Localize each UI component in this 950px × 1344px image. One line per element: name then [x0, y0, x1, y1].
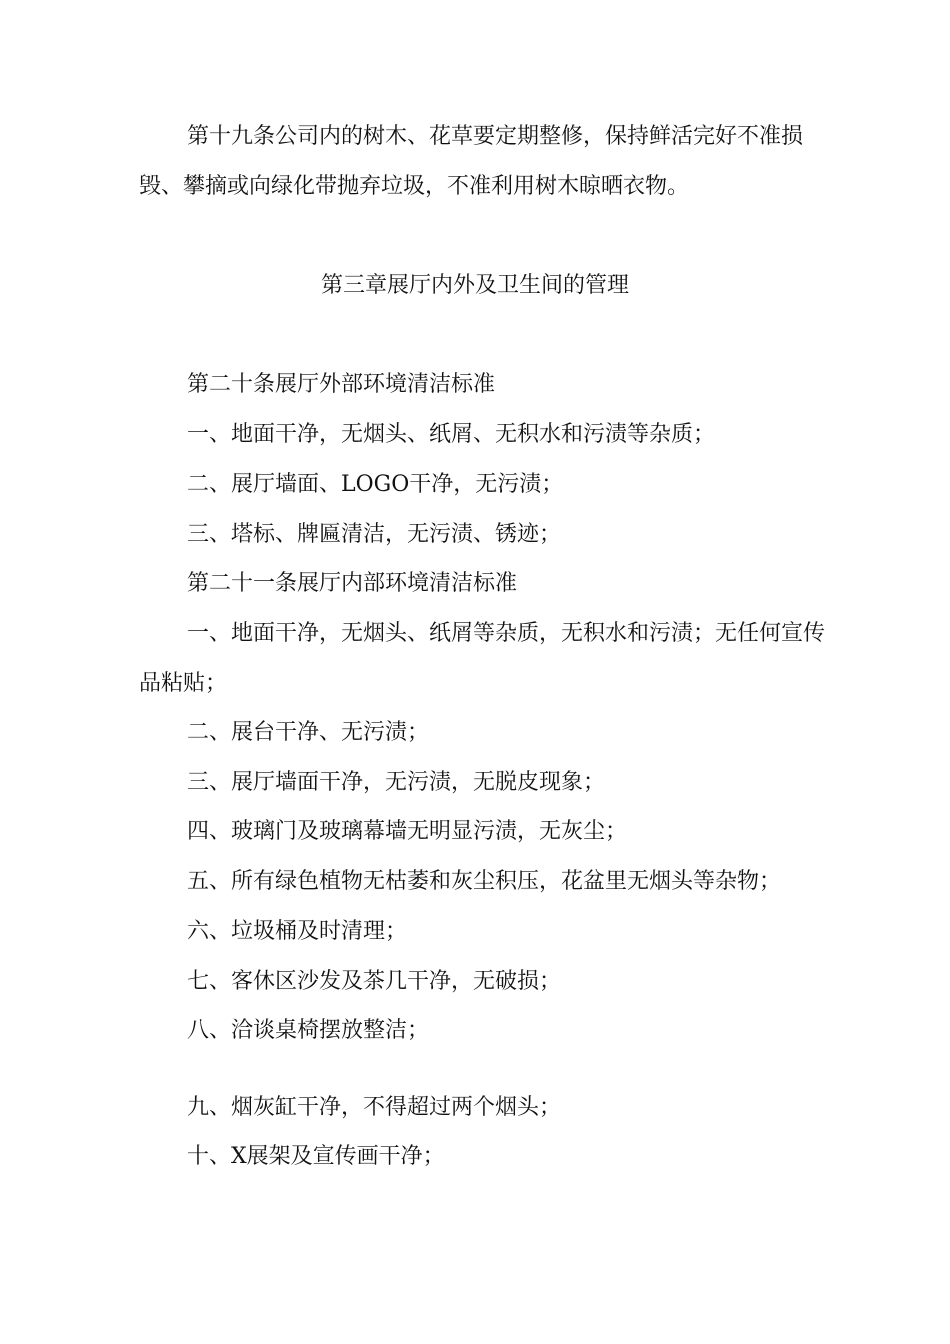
article-21-item-5: 五、所有绿色植物无枯萎和灰尘积压，花盆里无烟头等杂物； — [187, 869, 782, 894]
chapter-3-title: 第三章展厅内外及卫生间的管理 — [320, 273, 629, 298]
article-21-item-8: 八、洽谈桌椅摆放整洁； — [187, 1018, 430, 1043]
article-21-item-3: 三、展厅墙面干净，无污渍，无脱皮现象； — [187, 770, 606, 795]
article-21-item-10: 十、X展架及宣传画干净； — [187, 1144, 445, 1169]
article-21-item-4: 四、玻璃门及玻璃幕墙无明显污渍，无灰尘； — [187, 819, 628, 844]
article-20-title: 第二十条展厅外部环境清洁标准 — [187, 372, 496, 397]
article-21-title: 第二十一条展厅内部环境清洁标准 — [187, 571, 518, 596]
article-20-item-3: 三、塔标、牌匾清洁，无污渍、锈迹； — [187, 522, 562, 547]
article-21-item-1: 一、地面干净，无烟头、纸屑等杂质，无积水和污渍；无任何宣传品粘贴； — [139, 621, 826, 696]
article-21-item-9: 九、烟灰缸干净，不得超过两个烟头； — [187, 1095, 562, 1120]
article-21-item-7: 七、客休区沙发及茶几干净，无破损； — [187, 969, 562, 994]
article-20-item-2: 二、展厅墙面、LOGO干净，无污渍； — [187, 472, 564, 497]
article-19-paragraph: 第十九条公司内的树木、花草要定期整修，保持鲜活完好不准损毁、攀摘或向绿化带抛弃垃圾，不准利用树木晾晒衣物。 — [139, 124, 804, 199]
article-20-item-1: 一、地面干净，无烟头、纸屑、无积水和污渍等杂质； — [187, 422, 716, 447]
article-21-item-2: 二、展台干净、无污渍； — [187, 720, 430, 745]
article-21-item-6: 六、垃圾桶及时清理； — [187, 919, 408, 944]
